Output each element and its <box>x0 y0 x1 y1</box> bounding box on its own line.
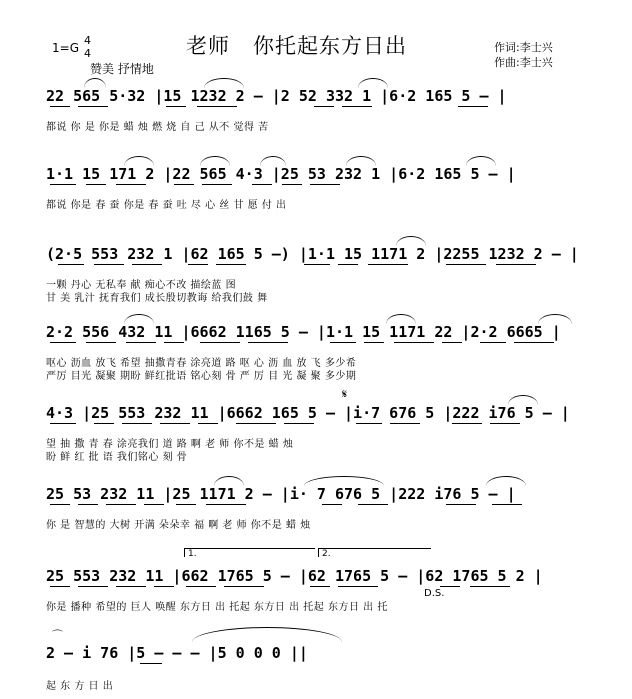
underline <box>50 184 76 185</box>
underline <box>492 504 522 505</box>
underline <box>166 106 186 107</box>
underline <box>314 106 334 107</box>
segno-icon: 𝄋 <box>342 387 348 401</box>
underline <box>176 504 196 505</box>
underline <box>342 106 372 107</box>
underline <box>164 342 184 343</box>
underline <box>78 504 98 505</box>
underline <box>132 264 162 265</box>
lyric-line: 甘 美 乳汁 抚育我们 成长殷切教诲 给我们鼓 舞 <box>46 293 268 304</box>
underline <box>50 342 76 343</box>
underline <box>50 504 70 505</box>
notation: 2·2 556 432 11 |6662 1165 5 — |1·1 15 1171 22 |2·2 6665 | <box>46 323 561 341</box>
underline <box>198 423 218 424</box>
meter-top: 4 <box>84 34 91 47</box>
underline <box>50 106 70 107</box>
underline <box>144 504 164 505</box>
lyric-line: 呕心 沥血 放飞 希望 抽撒青春 涂亮道 路 呕 心 沥 血 放 飞 多少希 <box>46 358 357 369</box>
underline <box>106 504 136 505</box>
underline <box>394 342 434 343</box>
underline <box>252 184 272 185</box>
song-title: 老师 你托起东方日出 <box>186 34 408 58</box>
underline <box>446 504 476 505</box>
underline <box>94 264 124 265</box>
key-signature: 1=G <box>52 41 79 55</box>
notation: 1·1 15 171 2 |22 565 4·3 |25 53 232 1 |6·2 165 5 — | <box>46 165 516 183</box>
underline <box>490 423 520 424</box>
underline <box>458 106 488 107</box>
underline <box>224 586 264 587</box>
slur <box>192 627 342 642</box>
underline <box>154 586 174 587</box>
volta-number-1: 1. <box>188 549 197 559</box>
underline <box>368 264 408 265</box>
dal-segno-marking: D.S. <box>424 588 445 599</box>
underline <box>116 184 146 185</box>
composer: 作曲:李士兴 <box>494 56 553 69</box>
underline <box>50 586 70 587</box>
expression-marking: 赞美 抒情地 <box>90 62 154 76</box>
underline <box>442 342 462 343</box>
underline <box>126 342 156 343</box>
lyric-line: 一颗 丹心 无私奉 献 痴心不改 描绘蓝 图 <box>46 280 237 291</box>
underline <box>304 264 330 265</box>
lyric-line: 你是 播种 希望的 巨人 唤醒 东方日 出 托起 东方日 出 托起 东方日 出 托 <box>46 602 388 613</box>
notation: 2 — i 76 |5 — — — |5 0 0 0 || <box>46 644 308 662</box>
underline <box>174 184 194 185</box>
underline <box>496 264 536 265</box>
underline <box>282 184 302 185</box>
meter-bottom: 4 <box>84 47 91 60</box>
volta-bracket-2 <box>318 548 431 557</box>
lyric-line: 起 东 方 日 出 <box>46 681 114 692</box>
lyric-line: 盼 鲜 红 批 语 我们铭心 刻 骨 <box>46 452 188 463</box>
underline <box>116 586 146 587</box>
notation: 4·3 |25 553 232 11 |6662 165 5 — |i·7 676 5 |222 i76 5 — | <box>46 404 570 422</box>
notation: 22 565 5·32 |15 1232 2 — |2 52 332 1 |6·2 165 5 — | <box>46 87 507 105</box>
underline <box>338 264 358 265</box>
underline <box>86 184 106 185</box>
credits <box>494 40 553 70</box>
underline <box>94 423 114 424</box>
notation: 25 53 232 11 |25 1171 2 — |i· 7 676 5 |222 i76 5 — | <box>46 485 516 503</box>
underline <box>358 504 388 505</box>
time-signature <box>84 34 91 60</box>
notation: 25 553 232 11 |662 1765 5 — |62 1765 5 — |62 1765 5 2 | <box>46 567 543 585</box>
fermata-icon: ⌒ <box>52 629 63 642</box>
underline <box>50 423 76 424</box>
lyric-line: 严厉 目光 凝聚 期盼 鲜红批语 铭心刻 骨 严 厉 目 光 凝 聚 多少期 <box>46 371 357 382</box>
underline <box>216 264 246 265</box>
notation: (2·5 553 232 1 |62 165 5 —) |1·1 15 1171 2 |2255 1232 2 — | <box>46 245 579 263</box>
lyric-line: 望 抽 撒 青 春 涂亮我们 道 路 啊 老 师 你不是 蜡 烛 <box>46 439 294 450</box>
underline <box>78 586 108 587</box>
underline <box>364 342 384 343</box>
lyric-line: 都说 你 是 你是 蜡 烛 燃 烧 自 己 从不 觉得 苦 <box>46 122 269 133</box>
underline <box>160 423 190 424</box>
underline <box>200 342 240 343</box>
underline <box>58 264 84 265</box>
underline <box>338 586 378 587</box>
underline <box>206 504 246 505</box>
underline <box>446 264 486 265</box>
volta-bracket-1 <box>184 548 315 557</box>
lyric-line: 都说 你是 春 蚕 你是 春 蚕 吐 尽 心 丝 甘 愿 付 出 <box>46 200 287 211</box>
underline <box>78 106 108 107</box>
volta-number-2: 2. <box>322 549 331 559</box>
underline <box>356 423 382 424</box>
underline <box>202 184 232 185</box>
underline <box>140 663 162 664</box>
underline <box>310 586 330 587</box>
underline <box>86 342 116 343</box>
underline <box>188 264 208 265</box>
lyricist: 作词:李士兴 <box>494 41 553 54</box>
underline <box>514 342 554 343</box>
underline <box>452 423 482 424</box>
underline <box>440 586 460 587</box>
underline <box>330 342 356 343</box>
lyric-line: 你 是 智慧的 大树 开满 朵朵幸 福 啊 老 师 你不是 蜡 烛 <box>46 520 311 531</box>
underline <box>310 184 340 185</box>
underline <box>470 586 510 587</box>
underline <box>480 342 506 343</box>
underline <box>390 423 420 424</box>
underline <box>322 504 342 505</box>
underline <box>122 423 152 424</box>
underline <box>197 106 237 107</box>
underline <box>284 423 314 424</box>
underline <box>248 342 288 343</box>
underline <box>186 586 216 587</box>
underline <box>236 423 276 424</box>
